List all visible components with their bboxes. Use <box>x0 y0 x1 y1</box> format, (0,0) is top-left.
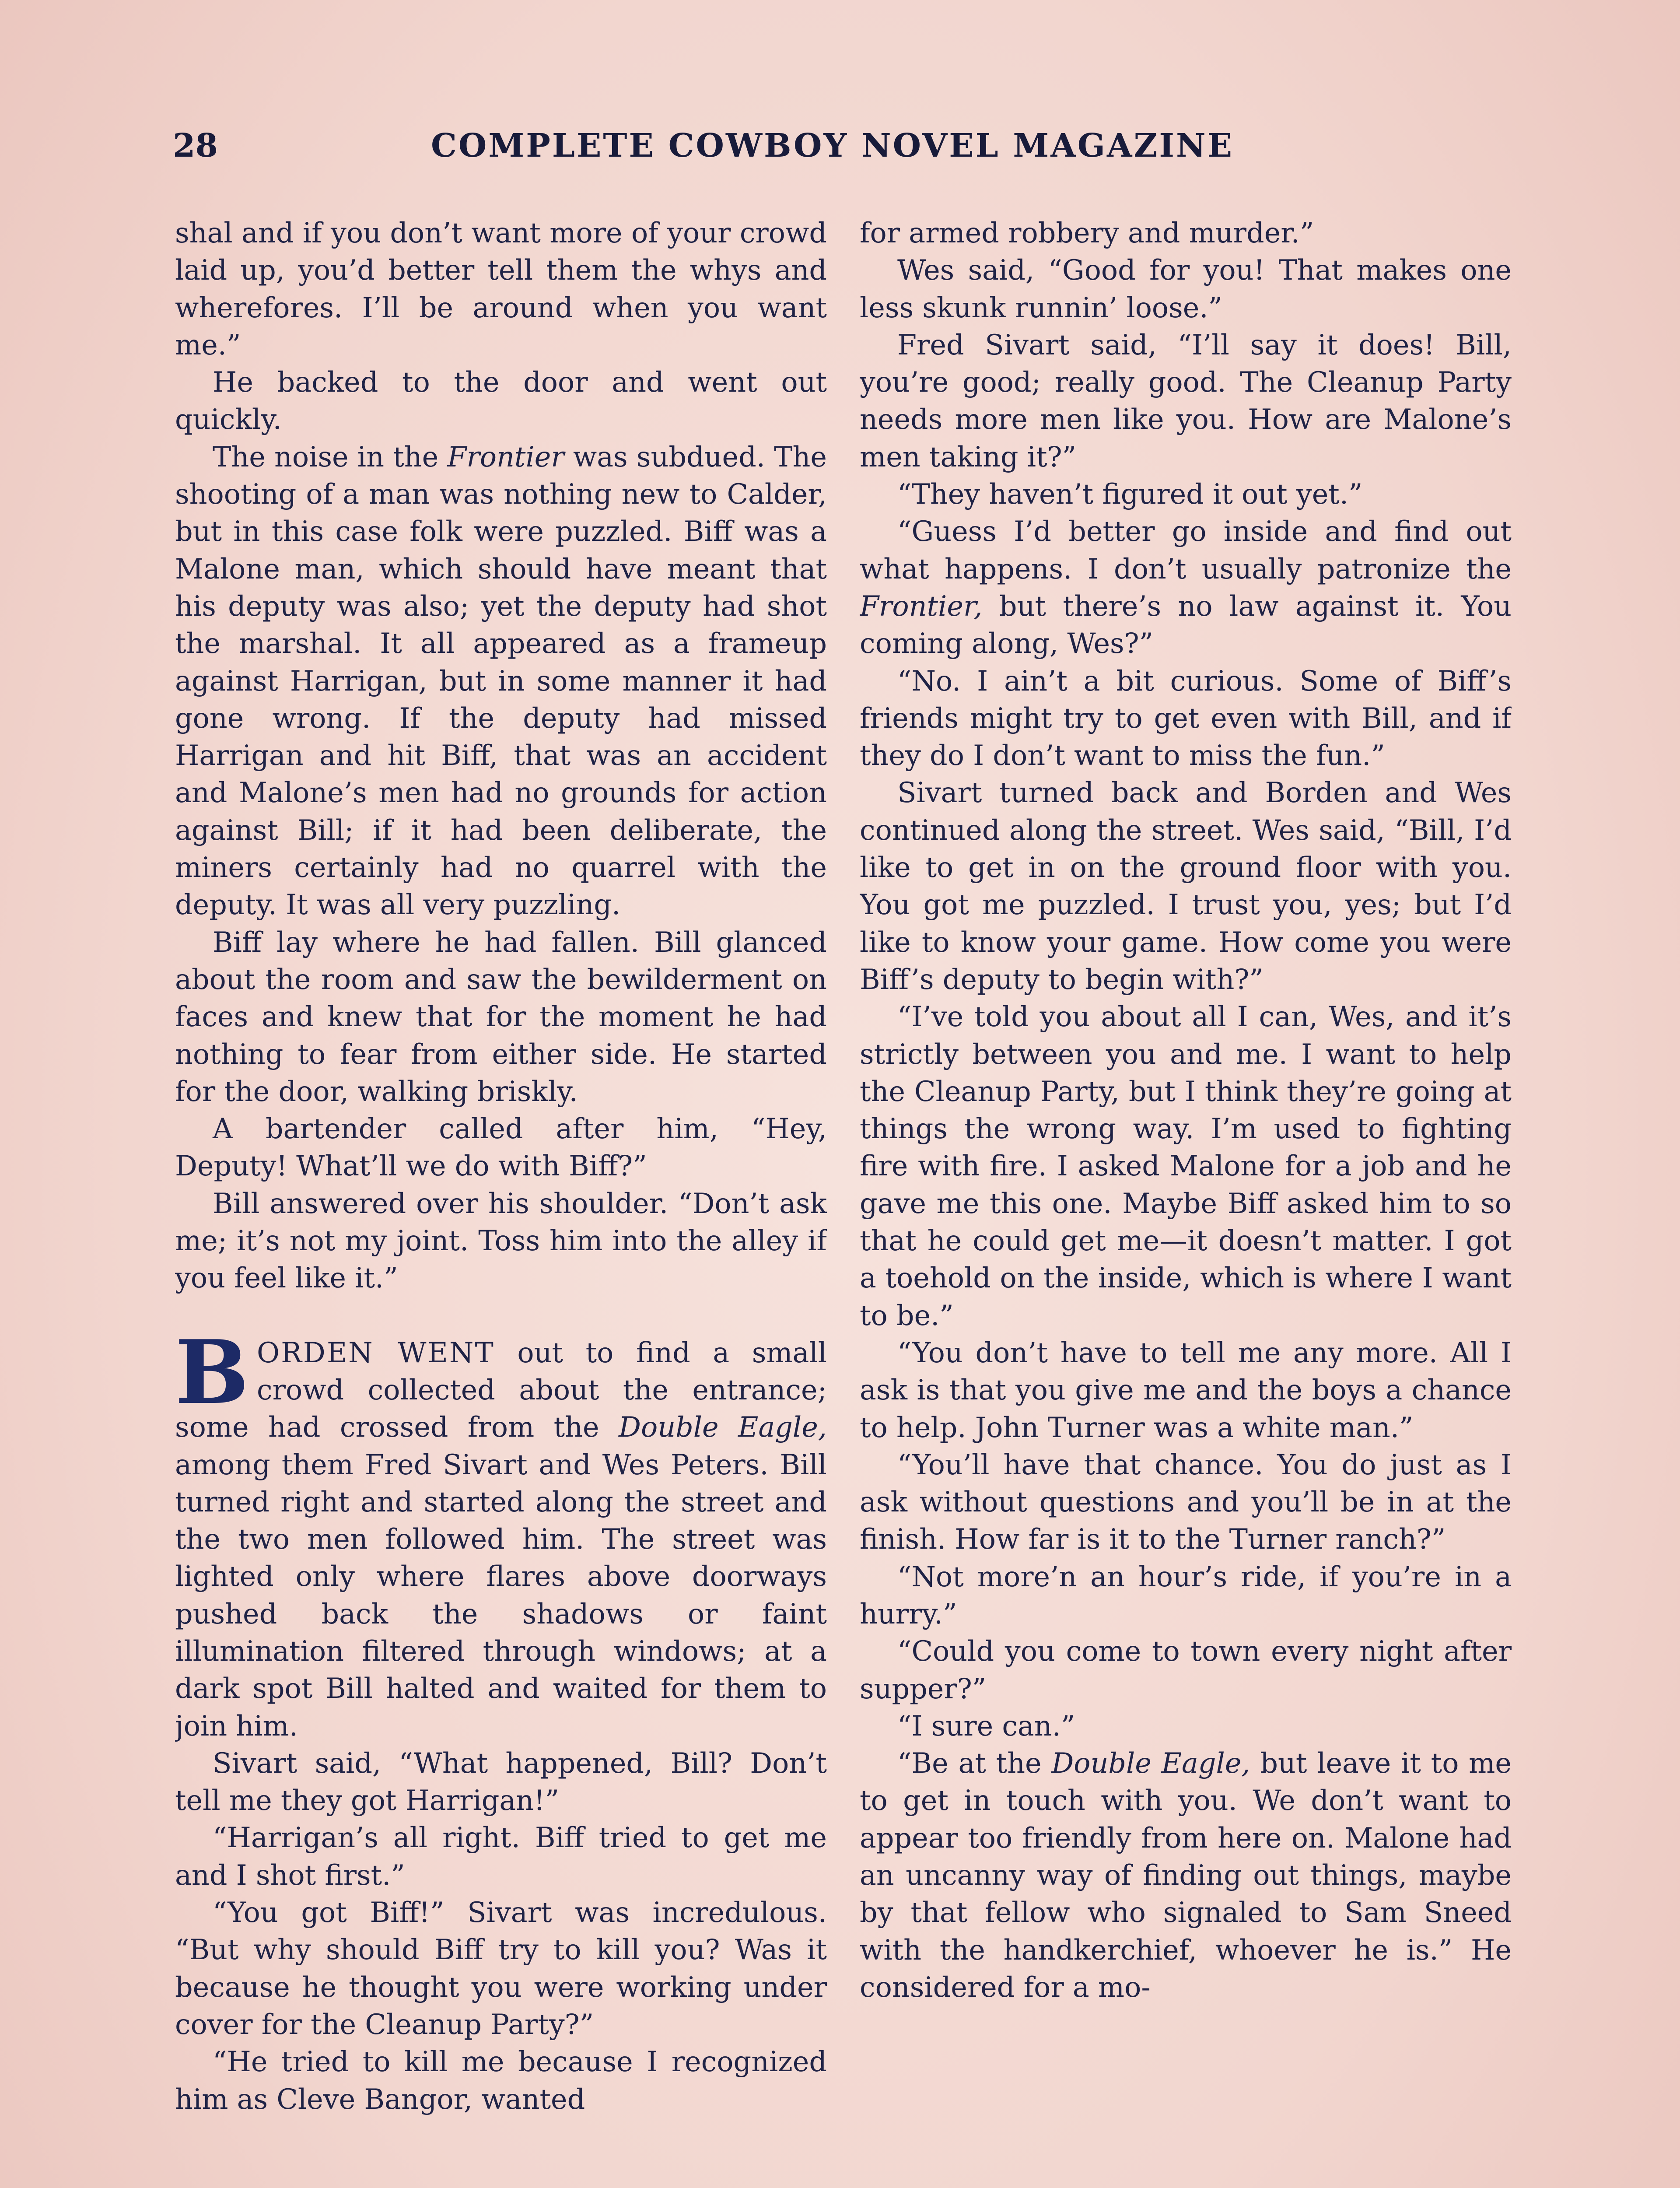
italic-name: Frontier <box>447 440 564 473</box>
paragraph: shal and if you don’t want more of your crowd laid up, you’d better tell them the whys and wherefores. I’ll be around when you want me.” <box>175 217 827 361</box>
paragraph: “He tried to kill me because I recognized him as Cleve Bangor, wanted <box>175 2045 827 2115</box>
text-run: among them Fred Sivart and Wes Peters. Bill turned right and started along the street and the two men followed him. The street was lighted only where flares above doorways pushed back the shadows or faint illumination filtered through windows; at a dark spot Bill halted and waited for them to join him. <box>175 1448 827 1742</box>
paragraph: “They haven’t figured it out yet.” <box>897 478 1363 511</box>
paragraph: “I’ve told you about all I can, Wes, and it’s strictly between you and me. I want to help the Cleanup Party, but I think they’re going at things the wrong way. I’m used to fighting fire with fire. I asked Malone for a job and he gave me this one. Maybe Biff asked him to so that he could get me—it doesn’t matter. I got a toehold on the inside, which is where I want to be.” <box>860 1000 1512 1332</box>
paragraph: “I sure can.” <box>897 1709 1075 1742</box>
section-start-paragraph <box>175 1321 827 1745</box>
paragraph: A bartender called after him, “Hey, Deputy! What’ll we do with Biff?” <box>175 1112 827 1182</box>
paragraph: Bill answered over his shoulder. “Don’t ask me; it’s not my joint. Toss him into the alley if you feel like it.” <box>175 1187 827 1294</box>
paragraph: Biff lay where he had fallen. Bill glanced about the room and saw the bewilderment on faces and knew that for the moment he had nothing to fear from either side. He started for the door, walking briskly. <box>175 926 827 1108</box>
paragraph: “You got Biff!” Sivart was incredulous. “But why should Biff try to kill you? Was it because he thought you were working under cover for the Cleanup Party?” <box>175 1896 827 2041</box>
text-run: “Be at the <box>897 1747 1052 1780</box>
paragraph: Fred Sivart said, “I’ll say it does! Bill, you’re good; really good. The Cleanup Party needs more men like you. How are Malone’s men taking it?” <box>860 328 1512 473</box>
paragraph: “Could you come to town every night after supper?” <box>860 1635 1512 1705</box>
text-run: “Guess I’d better go inside and find out what happens. I don’t usually patronize the <box>860 515 1512 585</box>
paragraph <box>860 513 1512 662</box>
left-column <box>175 214 827 2188</box>
text-run: but leave it to me to get in touch with you. We don’t want to appear too friendly from here on. Malone had an uncanny way of finding out things, maybe by that fellow who signaled to Sam Sneed with the handkerchief, whoever he is.” He considered for a mo- <box>860 1747 1512 2003</box>
page-number: 28 <box>173 127 218 165</box>
paragraph: for armed robbery and murder.” <box>860 217 1314 249</box>
paragraph: Wes said, “Good for you! That makes one less skunk runnin’ loose.” <box>860 254 1512 324</box>
paragraph: He backed to the door and went out quickly. <box>175 366 827 436</box>
paragraph: Sivart said, “What happened, Bill? Don’t tell me they got Harrigan!” <box>175 1746 827 1817</box>
text-run: The noise in the <box>213 440 448 473</box>
lead-in-caps: ORDEN WENT <box>257 1336 495 1369</box>
drop-cap: B <box>175 1321 249 1424</box>
text-run: but there’s no law against it. You coming along, Wes?” <box>860 589 1512 660</box>
paragraph: “You’ll have that chance. You do just as I ask without questions and you’ll be in at the finish. How far is it to the Turner ranch?” <box>860 1448 1512 1556</box>
paragraph: “You don’t have to tell me any more. All I ask is that you give me and the boys a chance to help. John Turner was a white man.” <box>860 1336 1512 1444</box>
paragraph <box>175 438 827 924</box>
paragraph: Sivart turned back and Borden and Wes continued along the street. Wes said, “Bill, I’d like to get in on the ground floor with you. You got me puzzled. I trust you, yes; but I’d like to know your game. How come you were Biff’s deputy to begin with?” <box>860 776 1512 996</box>
italic-name: Double Eagle, <box>1051 1747 1250 1780</box>
text-run: was subdued. The shooting of a man was nothing new to Calder, but in this case folk were puzzled. Biff was a Malone man, which should have meant that his deputy was also; yet the deputy had shot the marshal. It all appeared as a frameup against Harrigan, but in some manner it had gone wrong. If the deputy had missed Harrigan and hit Biff, that was an accident and Malone’s men had no grounds for action against Bill; if it had been deliberate, the miners certainly had no quarrel with the deputy. It was all very puzzling. <box>175 440 827 921</box>
magazine-title: COMPLETE COWBOY NOVEL MAGAZINE <box>431 127 1234 165</box>
italic-name: Double Eagle, <box>619 1411 827 1444</box>
paragraph: “No. I ain’t a bit curious. Some of Biff’s friends might try to get even with Bill, and if they do I don’t want to miss the fun.” <box>860 664 1512 772</box>
right-column <box>860 214 1512 2188</box>
paragraph: “Harrigan’s all right. Biff tried to get me and I shot first.” <box>175 1821 827 1891</box>
paragraph <box>860 1745 1512 2006</box>
paragraph: “Not more’n an hour’s ride, if you’re in a hurry.” <box>860 1560 1512 1630</box>
page-header <box>173 127 1293 175</box>
text-run: out to find a small crowd collected about the entrance; some had crossed from the <box>175 1336 827 1444</box>
italic-name: Frontier, <box>860 589 983 622</box>
